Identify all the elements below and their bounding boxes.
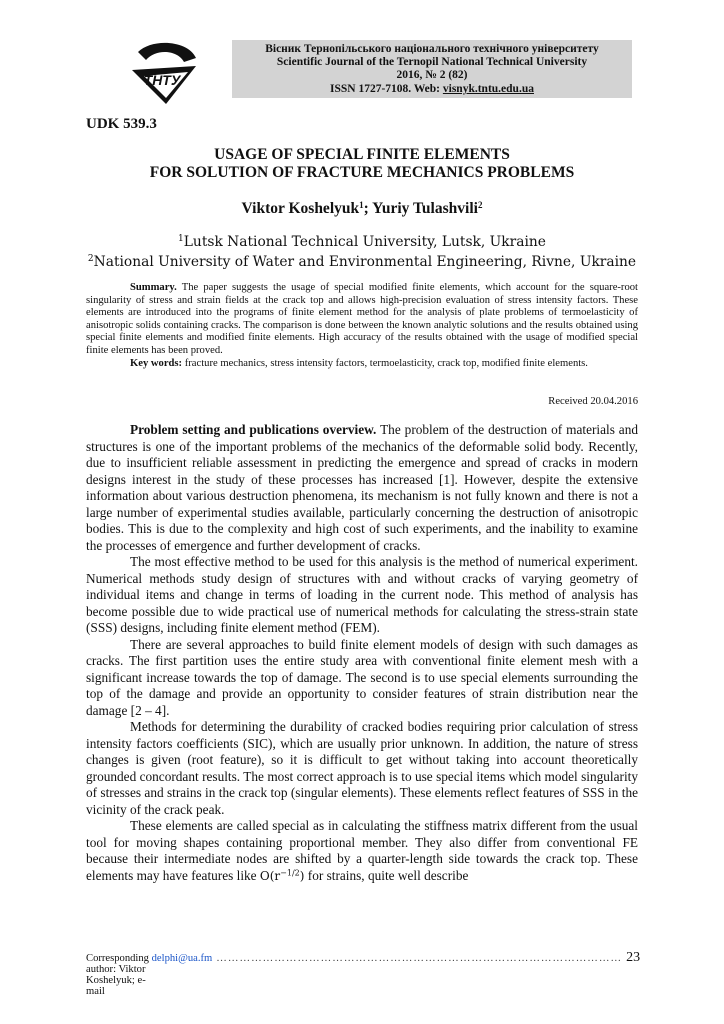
- footer: [86, 950, 641, 997]
- journal-header: [232, 40, 632, 98]
- footer-leader-dots: ……………………………………………………………………………………………: [216, 953, 623, 964]
- logo-text: ТНТУ: [143, 72, 181, 88]
- author-1: Viktor Koshelyuk: [241, 200, 360, 217]
- footer-author-label: Corresponding author: Viktor Koshelyuk; e-mail: [86, 953, 149, 997]
- summary-text: The paper suggests the usage of special modified finite elements, which account for the square-root singularity of stress and strain fields at the crack top and allows high-precision evaluation of stress intensity factors. These elements are introduced into the programs of finite element method for the analysis of plate problems of termoelasticity of anisotropic solids containing cracks. The comparison is done between the known analytic solutions and the results obtained using special finite elements and modified finite elements. High accuracy of the results obtained with the usage of modified special finite elements has been proved.: [86, 282, 638, 356]
- body-paragraph-1: Problem setting and publications overview. The problem of the destruction of materials and structures is one of the important problems of the mechanics of the deformable solid body. Recently, due to insufficient reliable assessment in predicting the emergence and spread of cracks in modern designs interest in the study of these processes has increased [1]. However, despite the extensive information about various destruction phenomena, its mechanism is not fully known and there is not a large number of experimental studies available, particularly concerning the destruction of anisotropic bodies. This is due to the complexity and high cost of such experiments, and the inability to examine the processes of emergence and further development of cracks.: [86, 422, 638, 553]
- journal-issn: [232, 83, 632, 96]
- formula-o-r: $O(r^{-1/2})$: [259, 868, 305, 883]
- body-text: [86, 422, 638, 884]
- page-number: 23: [626, 950, 641, 965]
- journal-issue: 2016, № 2 (82): [396, 69, 468, 82]
- journal-title-en: Scientific Journal of the Ternopil National Technical University: [276, 56, 588, 69]
- keywords-text: fracture mechanics, stress intensity factors, termoelasticity, crack top, modified finite elements.: [184, 357, 588, 369]
- body-paragraph-5: These elements are called special as in calculating the stiffness matrix different from the usual tool for moving shapes containing proportional member. They also differ from conventional FE because their intermediate nodes are shifted by a quarter-length side towards the crack top. These elements may have features like $O(r^{-1/2})$ for strains, quite well describe: [86, 818, 638, 883]
- issn-label: ISSN 1727-7108. Web:: [330, 82, 441, 95]
- author-2: Yuriy Tulashvili: [372, 200, 478, 217]
- affiliations: [80, 232, 644, 272]
- journal-title-ua: Вісник Тернопільського національного технічного університету: [265, 43, 599, 55]
- title-line-2: FOR SOLUTION OF FRACTURE MECHANICS PROBLEMS: [149, 164, 575, 181]
- authors: [86, 200, 638, 218]
- keywords-paragraph: [86, 358, 638, 371]
- summary-label: Summary.: [130, 282, 177, 293]
- summary-paragraph: [86, 282, 638, 358]
- received-date: Received 20.04.2016: [548, 396, 638, 407]
- author-email-link[interactable]: delphi@ua.fm: [151, 953, 213, 964]
- body-paragraph-3: There are several approaches to build finite element models of design with such damages as cracks. The first partition uses the entire study area with conventional finite element mesh with a significant increase towards the top of damage. The second is to use special elements surrounding the top of the damage and provide an opportunity to consider features of strain distribution near the damage [2 – 4].: [86, 636, 638, 718]
- paper-title: [86, 146, 638, 182]
- author-1-sup: 1: [359, 200, 364, 211]
- author-2-sup: 2: [477, 200, 483, 211]
- affiliation-1: $^1$Lutsk National Technical University, Lutsk, Ukraine: [178, 234, 546, 250]
- title-line-1: USAGE OF SPECIAL FINITE ELEMENTS: [214, 146, 510, 163]
- body-paragraph-2: The most effective method to be used for this analysis is the method of numerical experiment. Numerical methods study design of structures with and without cracks of varying geometry of individual items and change in terms of loading in the current node. This method of analysis has become possible due to wide practical use of numerical methods for calculating the stress-strain state (SSS) designs, including finite element method (FEM).: [86, 554, 638, 635]
- affiliation-2: $^2$National University of Water and Environmental Engineering, Rivne, Ukraine: [87, 254, 637, 270]
- abstract: [86, 282, 638, 370]
- section-heading: Problem setting and publications overview.: [130, 422, 377, 437]
- udk-code: UDK 539.3: [86, 116, 157, 132]
- university-logo: [126, 40, 204, 106]
- journal-web-link[interactable]: visnyk.tntu.edu.ua: [442, 82, 534, 95]
- author-separator: ;: [363, 200, 373, 217]
- body-paragraph-4: Methods for determining the durability of cracked bodies requiring prior calculation of stress intensity factors coefficients (SIC), which are usually prior unknown. In addition, the nature of stress changes is given (root feature), so it is difficult to get without taking into account theoretically grounded concordant results. The most correct approach is to use special items which model singularity of stresses and strains in the crack top (singular elements). These elements reflect features of SSS in the vicinity of the crack peak.: [86, 719, 638, 817]
- keywords-label: Key words:: [130, 357, 183, 369]
